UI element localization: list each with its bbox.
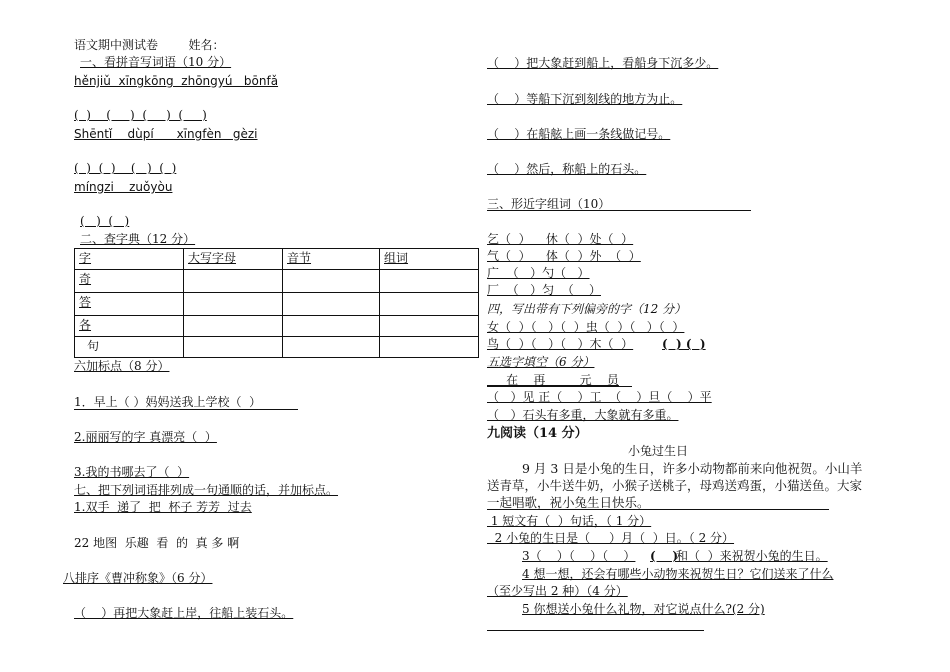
table-cell-input[interactable] [184,293,283,316]
radical-row-2: 鸟（ ）（ ）（ ）木（ ） [487,337,634,351]
table-cell-char: 答 [75,293,184,316]
section-8-title: 八排序《曹冲称象》（6 分） [63,571,213,585]
table-cell-input[interactable] [184,316,283,337]
order-item-4: （ ）在船舷上画一条线做记号。 [487,127,671,141]
pinyin-row-2: Shēntǐ dùpí xīngfèn gèzi [74,127,258,141]
table-cell-input[interactable] [184,337,283,358]
pinyin-row-1: hěnjiǔ xīngkōng zhōngyú bōnfǎ [74,74,279,88]
table-cell-input[interactable] [283,316,380,337]
table-header-syllable: 音节 [283,249,380,270]
similar-char-row-4: 厂 （ ）匀 （ ） [487,283,601,297]
table-header-capital: 大写字母 [184,249,283,270]
table-cell-char: 句 [75,337,184,358]
table-cell-input[interactable] [283,293,380,316]
table-cell-input[interactable] [380,270,479,293]
table-cell-input[interactable] [283,270,380,293]
section-4-title: 四，写出带有下列偏旁的字（12 分） [487,302,687,316]
underline [487,210,751,211]
table-row [75,270,479,293]
table-cell-input[interactable] [380,293,479,316]
reading-question-3: 3（ ）（ ）（ ） [522,549,636,563]
similar-char-row-3: 广 （ ）勺（ ） [487,266,590,280]
section-7-title: 七、把下列词语排列成一句通顺的话，并加标点。 [74,483,339,497]
dictionary-table [74,248,479,358]
underline [487,509,829,510]
table-cell-input[interactable] [380,316,479,337]
story-title: 小兔过生日 [628,444,689,458]
story-line-1: 9 月 3 日是小兔的生日，许多小动物都前来向他祝贺。小山羊 [522,461,863,476]
order-item-3: （ ）等船下沉到刻线的地方为止。 [487,92,683,106]
order-item-2: （ ）把大象赶到船上，看船身下沉多少。 [487,56,719,70]
reading-question-3-blank: ( ) [650,549,679,563]
reading-question-2: 2 小兔的生日是（ ）月（ ）日。（ 2 分） [487,531,735,545]
radical-row-1: 女（ ）（ ）（ ）虫（ ）（ ）（ ） [487,320,685,334]
underline [74,409,298,410]
section-3-title: 三、形近字组词（10） [487,197,611,211]
question-6-3: 3.我的书哪去了（ ） [74,465,190,479]
question-6-2: 2.丽丽写的字 真漂亮（ ） [74,430,217,444]
table-cell-char: 奇 [75,270,184,293]
radical-row-2-extra: ( ) ( ) [662,337,706,351]
question-7-1: 1.双手 递了 把 杯子 芳芳 过去 [74,500,252,514]
table-cell-input[interactable] [184,270,283,293]
exam-header: 语文期中测试卷 姓名： [74,38,225,52]
reading-question-1: 1 短文有（ ）句话，（ 1 分） [487,514,652,528]
section-6-title: 六加标点（8 分） [74,359,170,373]
section-9-title: 九阅读（14 分） [487,426,588,441]
section-1-title: 一、看拼音写词语（10 分） [80,55,232,69]
answer-blanks-2[interactable]: ( ) ( ) ( ) ( ) [74,161,177,175]
similar-char-row-1: 乞（ ） 休（ ）处（ ） [487,232,634,246]
order-item-5: （ ）然后，称船上的石头。 [487,162,647,176]
table-row [75,337,479,358]
question-6-1: 1．早上（ ）妈妈送我上学校（ ） [74,395,262,409]
table-row [75,293,479,316]
reading-question-4: 4 想一想，还会有哪些小动物来祝贺生日？它们送来了什么 [522,567,834,581]
choice-words: 在 再 元 员 [487,373,619,387]
similar-char-row-2: 气（ ） 体（ ）外 （ ） [487,249,641,263]
order-item-1: （ ）再把大象赶上岸，往船上装石头。 [74,606,294,620]
reading-question-3-tail: 和（ ）来祝贺小兔的生日。 [676,549,828,563]
answer-blanks-1[interactable]: ( ) ( ) ( ) ( ) [74,108,207,122]
fill-row-2: （ ）石头有多重，大象就有多重。 [487,408,679,422]
answer-blanks-3[interactable]: ( ) ( ) [80,214,130,228]
pinyin-row-3: míngzi zuǒyòu [74,180,173,194]
story-line-2: 送青草，小牛送牛奶，小猴子送桃子，母鸡送鸡蛋，小猫送鱼。大家 [487,478,863,493]
table-cell-input[interactable] [283,337,380,358]
table-header-word: 组词 [380,249,479,270]
table-row [75,316,479,337]
question-7-2: 22 地图 乐趣 看 的 真 多 啊 [74,536,240,550]
table-cell-char: 各 [75,316,184,337]
section-5-title: 五选字填空（6 分） [487,355,595,369]
reading-question-4-cont: （至少写出 2 种）（4 分） [487,584,628,598]
section-2-title: 二、查字典（12 分） [80,232,196,246]
underline [487,386,632,387]
table-row [75,249,479,270]
table-cell-input[interactable] [380,337,479,358]
fill-row-1: （ ）见 正（ ）工 （ ）旦（ ）平 [487,390,712,404]
reading-question-5: 5 你想送小兔什么礼物，对它说点什么?(2 分) [522,602,765,616]
story-line-3: 一起唱歌，祝小兔生日快乐。 [487,495,650,510]
table-header-char: 字 [75,249,184,270]
answer-line[interactable] [487,630,704,631]
